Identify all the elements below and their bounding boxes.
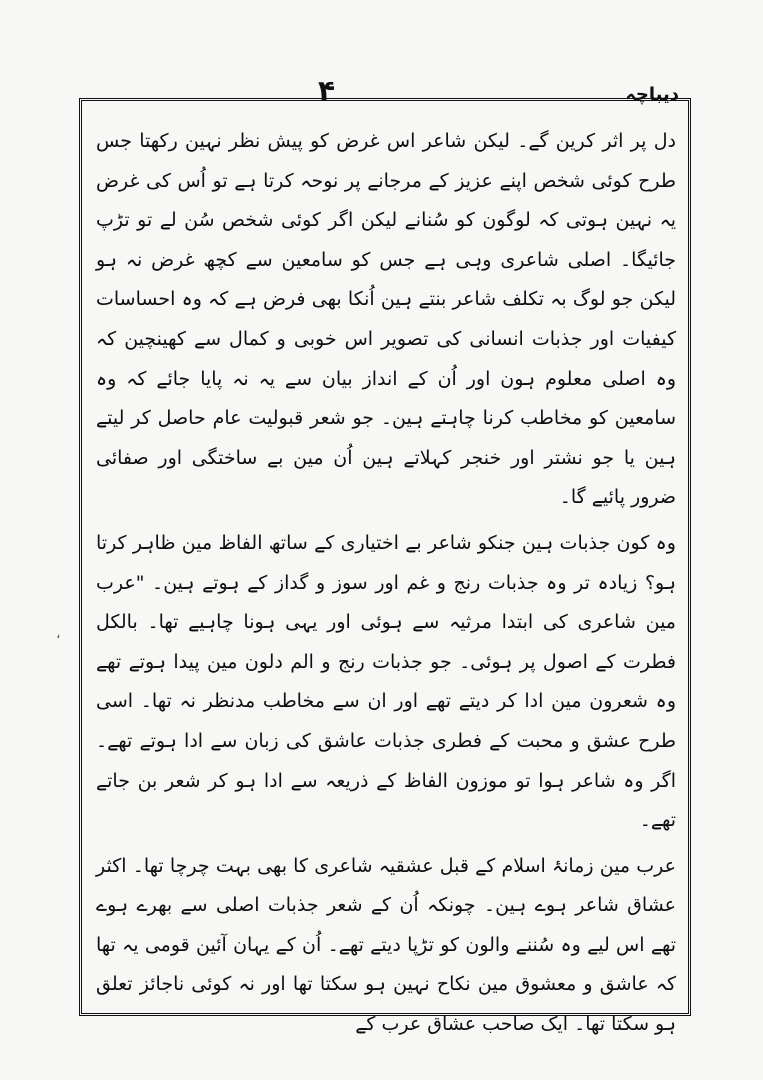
paragraph-1: دل پر اثر کرین گے۔ لیکن شاعر اس غرض کو پیش نظر نہین رکھتا جس طرح کوئی شخص اپنے عزیز کے مرجانے پر نوحہ کرتا ہے تو اُس کی غرض یہ نہین ہوتی کہ لوگون کو سُنانے لیکن اگر کوئی شخص سُن لے تو تڑپ جائیگا۔ اصلی شاعری وہی ہے جس کو سامعین سے کچھ غرض نہ ہو لیکن جو لوگ بہ تکلف شاعر بنتے ہین اُنکا بھی فرض ہے کہ وہ احساسات کیفیات اور جذبات انسانی کی تصویر اس خوبی و کمال سے کھینچین کہ وہ اصلی معلوم ہون اور اُن کے انداز بیان سے یہ نہ پایا جائے کہ وہ سامعین کو مخاطب کرنا چاہتے ہین۔ جو شعر قبولیت عام حاصل کر لیتے ہین یا جو نشتر اور خنجر کہلاتے ہین اُن مین بے ساختگی اور صفائی ضرور پائیے گا۔: [96, 130, 676, 509]
paragraph-2: وہ کون جذبات ہین جنکو شاعر بے اختیاری کے ساتھ الفاظ مین ظاہر کرتا ہو؟ زیادہ تر وہ جذبات رنج و غم اور سوز و گداز کے ہوتے ہین۔ "عرب مین شاعری کی ابتدا مرثیہ سے ہوئی اور یہی ہونا چاہیے تھا۔ بالکل فطرت کے اصول پر ہوئی۔ جو جذبات رنج و الم دلون مین پیدا ہوتے تھے وہ شعرون مین ادا کر دیتے تھے اور ان سے مخاطب مدنظر نہ تھا۔ اسی طرح عشق و محبت کے فطری جذبات عاشق کی زبان سے ادا ہوتے تھے۔ اگر وہ شاعر ہوا تو موزون الفاظ کے ذریعہ سے ادا ہو کر شعر بن جاتے تھے۔: [96, 531, 676, 832]
body-text: [96, 122, 676, 1045]
paragraph-3: عرب مین زمانۂ اسلام کے قبل عشقیہ شاعری کا بھی بہت چرچا تھا۔ اکثر عشاق شاعر ہوے ہین۔ چونکہ اُن کے شعر جذبات اصلی سے بھرے ہوے تھے اس لیے وہ سُننے والون کو تڑپا دیتے تھے۔ اُن کے یہان آئین قومی یہ تھا کہ عاشق و معشوق مین نکاح نہین ہو سکتا تھا اور نہ کوئی ناجائز تعلق ہو سکتا تھا۔ ایک صاحب عشاق عرب کے: [96, 854, 676, 1036]
margin-mark: ،: [56, 626, 61, 642]
page-number: ۴: [318, 74, 336, 107]
running-title: دیباچہ: [625, 84, 679, 105]
